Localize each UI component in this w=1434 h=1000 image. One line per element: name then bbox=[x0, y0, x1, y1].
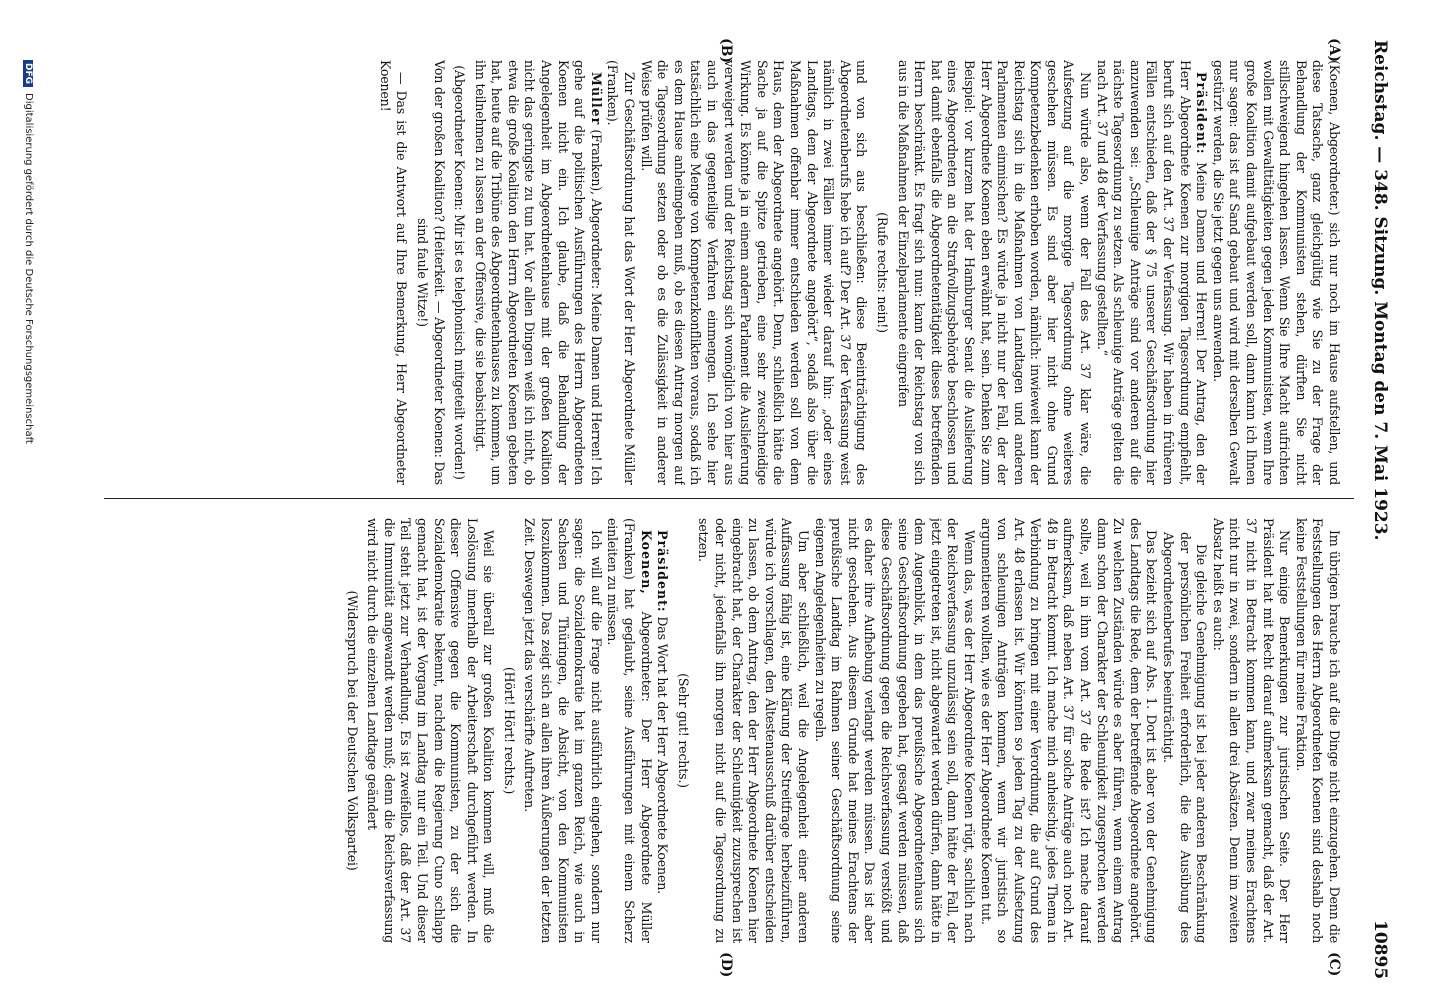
interjection: (Abgeordneter Koenen: Mir ist es telephonisch mitgeteilt worden!) bbox=[452, 65, 468, 480]
interjection: (Hört! Hört! rechts.) bbox=[501, 666, 517, 795]
interjection: (Rufe rechts: nein!) bbox=[874, 212, 890, 333]
paragraph: Das bezieht sich auf Abs. 1. Dort ist aber von der Genehmigung des Landtags die Rede, dem der betreffende Abgeordnete angehört. Zu welchen Zuständen würde es aber führen, wenn einem Antrag dann schon der Charakter der Schleunigkeit zugesprochen werden sollte, weil in ihm vom Art. 37 die Rede ist? Ich mache darauf aufmerksam, daß neben Art. 37 für solche Anträge auch noch Art. 48 in Betracht kommt. Ich mache mich anheischig, jedes Thema in Verbindung zu bringen mit einer Verordnung, die auf Grund des Art. 48 erlassen ist. Wir könnten so jeden Tag zu der Aufsetzung von schleunigen Anträgen kommen, wenn wir juristisch so argumentieren wollten, wie es der Herr Abgeordnete Koenen tut. bbox=[978, 518, 1160, 943]
paragraph bbox=[604, 518, 654, 943]
page-number: 10895 bbox=[1370, 920, 1390, 980]
paragraph-text: Abgeordneter: Der Herr Abgeordnete Müller (Franken) hat geglaubt, seine Ausführungen mit einem Scherz einleiten zu müssen. bbox=[605, 518, 654, 943]
paragraph: Wenn das, was der Herr Abgeordnete Koenen rügt, sachlich nach der Reichsverfassung unzulässig sein soll, dann hätte der Fall, der jetzt eingetreten ist, nicht abgewartet werden dürfen, dann hätte in dem Augenblick, in dem das preußische Abgeordnetenhaus sich seine Geschäftsordnung gegeben hat, gesagt werden müssen, daß diese Geschäftsordnung gegen die Reichsverfassung verstößt und es daher ihre Aufhebung verlangt werden müssen. Das ist aber nicht geschehen. Aus diesem Grunde hat meines Erachtens der preußische Landtag im Rahmen seiner Geschäftsordnung seine eigenen Angelegenheiten zu regeln. bbox=[812, 518, 977, 943]
paragraph: Im übrigen brauche ich auf die Dinge nicht einzugehen. Denn die Feststellungen des Herrn Abgeordneten Koenen sind deshalb noch keine Feststellungen für meine Fraktion. bbox=[1293, 518, 1342, 943]
paragraph-text: Meine Damen und Herren! Der Antrag, den der Herr Abgeordnete Koenen zur morgigen Tagesordnung empfiehlt, beruft sich auf den Art. 37 der Verfassung. Wir haben in früheren Fällen entschieden, daß der § 75 unserer Geschäftsordnung hier anzuwenden sei: „Schleunige Anträge sind vor anderen auf die nächste Tagesordnung zu setzen. Als schleunige Anträge gelten die nach Art. 37 und 48 der Verfassung gestellten.“ bbox=[1094, 60, 1210, 485]
margin-mark-b: (B) bbox=[718, 38, 734, 64]
paragraph: Nun würde also, wenn der Fall des Art. 37 klar wäre, die Aufsetzung auf die morgige Tagesordnung ohne weiteres geschehen müssen. Es sind aber hier nicht ohne Grund Kompetenzbedenken erhoben worden, nämlich: inwieweit kann der Reichstag sich in die Maßnahmen von Landtagen und anderen Parlamenten einmischen? Es würde ja nicht nur der Fall, der der Herr Abgeordnete Koenen eben erwähnt hat, sein. Denken Sie zum Beispiel: vor kurzem hat der Hamburger Senat die Auslieferung eines Abgeordneten an die Strafvollzugsbehörde beschlossen und hat damit ebenfalls die Abgeordnetentätigkeit dieses betreffenden Herrn beschränkt. Es fragt sich nun: kann der Reichstag von sich aus in die Maßnahmen der Einzelparlamente eingreifen bbox=[895, 60, 1094, 485]
paragraph: — Das ist die Antwort auf Ihre Bemerkung, Herr Abgeordneter Koenen! bbox=[377, 60, 410, 485]
paragraph: Nur einige Bemerkungen zur juristischen Seite. Der Herr Präsident hat mit Recht darauf aufmerksam gemacht, daß der Art. 37 nicht in Betracht kommen kann, und zwar meines Erachtens nicht nur in zwei, sondern in allen drei Absätzen. Denn im zweiten Absatz heißt es auch: bbox=[1210, 518, 1293, 943]
speaker-name: Müller bbox=[588, 72, 604, 126]
quotation: Die gleiche Genehmigung ist bei jeder anderen Beschränkung der persönlichen Freiheit erforderlich, die die Ausübung des Abgeordnetenberufes beeinträchtigt. bbox=[1161, 532, 1210, 943]
paragraph bbox=[1093, 60, 1209, 485]
paragraph: (Koenen, Abgeordneter.) sich nur noch im Hause aufstellen, und diese Tatsache, ganz gleichgültig wie Sie zu der Frage der Behandlung der Kommunisten stehen, dürften Sie nicht stillschweigend hingehen lassen. Wenn Sie Ihre Macht aufrichten wollen mit Gewalttätigkeiten gegen jeden Kommunisten, wenn Ihre große Koalition damit aufgebaut werden soll, dann kann ich Ihnen nur sagen: das ist auf Sand gebaut und wird mit derselben Gewalt gestürzt werden, die Sie jetzt gegen uns anwenden. bbox=[1210, 60, 1342, 485]
speaker-name: Präsident: bbox=[655, 530, 671, 613]
page-header bbox=[1364, 40, 1394, 980]
interjection: (Sehr gut! rechts.) bbox=[675, 673, 691, 788]
paragraph: Weil sie überall zur großen Koalition kommen will, muß die Loslösung innerhalb der Arbeiterschaft durchgeführt werden. In dieser Offensive gegen die Kommunisten, zu der sich die Sozialdemokratie bekennt, nachdem die Regierung Cuno schlapp gemacht hat, ist der Vorgang im Landtag nur ein Teil. Und dieser Teil steht jetzt zur Verhandlung. Es ist zweifellos, daß der Art. 37 die Immunität angewandt werden muß; denn die Reichsverfassung wird nicht durch die einzelnen Landtage geändert bbox=[365, 518, 497, 943]
credit-text: Digitalisierung gefördert durch die Deutsche Forschungsgemeinschaft bbox=[23, 93, 34, 444]
paragraph: und von sich aus beschließen: diese Beeinträchtigung des Abgeordnetenberufs hebe ich auf? Der Art. 37 der Verfassung weist nämlich in zwei Fällen immer wieder darauf hin: „oder eines Landtags, dem der Abgeordnete angehört“, sodaß also über die Maßnahmen offenbar immer entschieden werden soll von dem Haus, dem der Abgeordnete angehört. Denn, schließlich hätte die Sache ja auf die Spitze getrieben, eine sehr zweischneidige Wirkung. Es könnte ja in einem andern Parlament die Auslieferung verweigert werden und der Reichstag sich womöglich von hier aus auch in das gegenteilige Verfahren einmengen. Ich sehe hier tatsächlich eine Menge von Kompetenzkonflikten voraus, sodaß ich es dem Hause anheimgeben muß, ob es diesen Antrag morgen auf die Tagesordnung setzen oder ob es die Zulässigkeit in anderer Weise prüfen will. bbox=[638, 60, 870, 485]
interjection: Von der großen Koalition? (Heiterkeit. — Abgeordneter Koenen: Das sind faule Witze!) bbox=[414, 60, 447, 485]
interjection: (Widerspruch bei der Deutschen Volkspartei) bbox=[344, 590, 360, 871]
margin-mark-c: (C) bbox=[1326, 952, 1342, 977]
paragraph-text: (Franken), Abgeordneter: Meine Damen und Herren! Ich gehe auf die politischen Ausführungen des Herrn Abgeordneten Koenen nicht ein. Ich glaube, daß die Behandlung der Angelegenheit im Abgeordnetenhause mit der großen Koalition nicht das geringste zu tun hat. Vor allen Dingen weiß ich nicht, ob etwa die große Koalition den Herrn Abgeordneten Koenen gebeten hat, heute auf die Tribüne des Abgeordnetenhauses zu kommen, um ihn teilnehmen zu lassen an der Offensive, die sie beabsichtigt. bbox=[472, 60, 604, 485]
margin-mark-a: (A) bbox=[1326, 38, 1342, 63]
paragraph: Zur Geschäftsordnung hat das Wort der Herr Abgeordnete Müller (Franken). bbox=[605, 60, 638, 485]
right-column bbox=[112, 518, 1342, 943]
column-divider bbox=[104, 498, 1354, 499]
running-head: Reichstag. — 348. Sitzung. Montag den 7. Mai 1923. bbox=[1370, 40, 1390, 541]
digitization-credit bbox=[14, 60, 34, 940]
paragraph: Ich will auf die Frage nicht ausführlich eingehen, sondern nur sagen: die Sozialdemokratie hat im ganzen Reich, wie auch in Sachsen und Thüringen, die Absicht, von den Kommunisten loszukommen. Das zeigt sich an allen ihren Äußerungen der letzten Zeit. Deswegen jetzt das verschärfte Auftreten. bbox=[522, 518, 604, 943]
paragraph-text: Das Wort hat der Herr Abgeordnete Koenen. bbox=[655, 616, 671, 894]
left-column bbox=[112, 60, 1342, 485]
margin-mark-d: (D) bbox=[718, 952, 734, 978]
speaker-name: Präsident: bbox=[1194, 72, 1210, 155]
paragraph bbox=[471, 60, 604, 485]
paragraph: Um aber schließlich, weil die Angelegenheit einer anderen Auffassung fähig ist, eine Klärung der Streitfrage herbeizuführen, würde ich vorschlagen, den Ältestenausschuß darüber entscheiden zu lassen, ob dem Antrag, den der Herr Abgeordnete Koenen hier eingebracht hat, der Charakter der Schleunigkeit zuzusprechen ist oder nicht, jedenfalls ihn morgen nicht auf die Tagesordnung zu setzen. bbox=[696, 518, 811, 943]
speaker-name: Koenen, bbox=[638, 530, 654, 595]
paragraph bbox=[654, 518, 671, 943]
dfg-logo: DFG bbox=[23, 60, 33, 87]
